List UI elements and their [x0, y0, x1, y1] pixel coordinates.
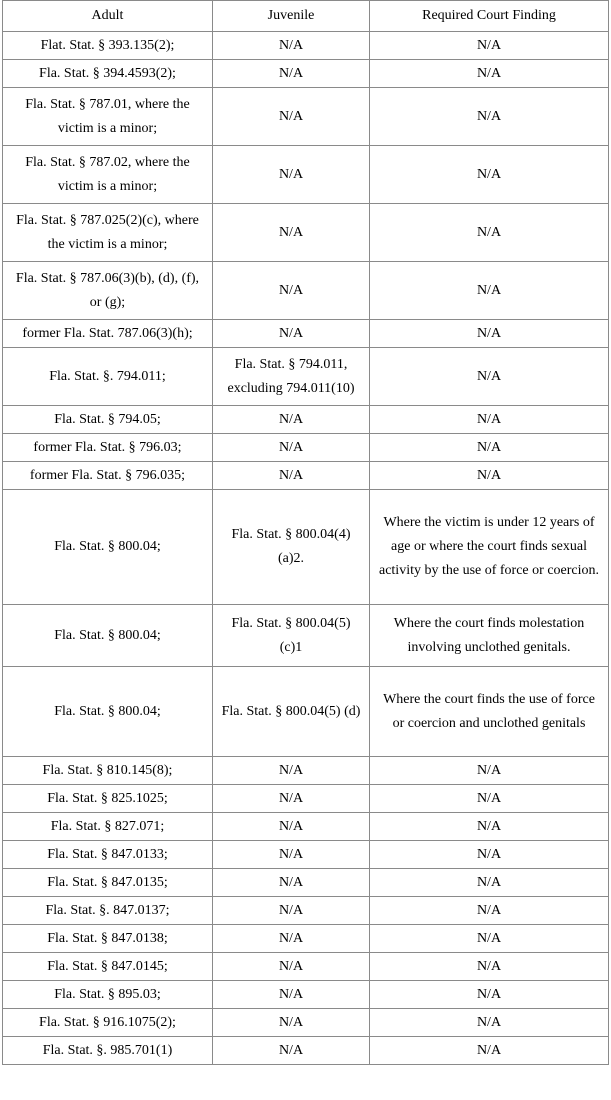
adult-cell: Fla. Stat. § 810.145(8); — [3, 757, 213, 785]
adult-cell: Fla. Stat. § 827.071; — [3, 813, 213, 841]
table-body — [3, 32, 609, 1065]
adult-cell: Fla. Stat. §. 985.701(1) — [3, 1037, 213, 1065]
table-row — [3, 434, 609, 462]
adult-cell: Fla. Stat. § 394.4593(2); — [3, 60, 213, 88]
finding-cell: N/A — [370, 1037, 609, 1065]
header-row — [3, 1, 609, 32]
juvenile-cell: N/A — [213, 320, 370, 348]
juvenile-cell: N/A — [213, 785, 370, 813]
table-row — [3, 953, 609, 981]
header-adult: Adult — [3, 1, 213, 32]
finding-cell: N/A — [370, 757, 609, 785]
table-row — [3, 757, 609, 785]
table-row — [3, 262, 609, 320]
table-row — [3, 146, 609, 204]
table-row — [3, 32, 609, 60]
adult-cell: Fla. Stat. §. 794.011; — [3, 348, 213, 406]
juvenile-cell: N/A — [213, 1009, 370, 1037]
finding-cell: N/A — [370, 32, 609, 60]
table-row — [3, 348, 609, 406]
adult-cell: Fla. Stat. § 787.02, where the victim is a minor; — [3, 146, 213, 204]
juvenile-cell: N/A — [213, 434, 370, 462]
table-row — [3, 88, 609, 146]
finding-cell: N/A — [370, 60, 609, 88]
table-row — [3, 60, 609, 88]
adult-cell: Fla. Stat. § 847.0135; — [3, 869, 213, 897]
finding-cell: N/A — [370, 348, 609, 406]
adult-cell: Fla. Stat. § 787.025(2)(c), where the victim is a minor; — [3, 204, 213, 262]
finding-cell: N/A — [370, 320, 609, 348]
juvenile-cell: N/A — [213, 841, 370, 869]
adult-cell: Fla. Stat. § 847.0133; — [3, 841, 213, 869]
adult-cell: Fla. Stat. § 800.04; — [3, 490, 213, 605]
juvenile-cell: N/A — [213, 60, 370, 88]
finding-cell: Where the court finds the use of force or coercion and unclothed genitals — [370, 667, 609, 757]
finding-cell: N/A — [370, 146, 609, 204]
finding-cell: N/A — [370, 869, 609, 897]
juvenile-cell: N/A — [213, 897, 370, 925]
statutes-table — [2, 0, 609, 1065]
adult-cell: former Fla. Stat. § 796.03; — [3, 434, 213, 462]
juvenile-cell: N/A — [213, 1037, 370, 1065]
adult-cell: former Fla. Stat. § 796.035; — [3, 462, 213, 490]
table-row — [3, 320, 609, 348]
adult-cell: Fla. Stat. § 847.0138; — [3, 925, 213, 953]
finding-cell: Where the victim is under 12 years of age or where the court finds sexual activity by the use of force or coercion. — [370, 490, 609, 605]
finding-cell: N/A — [370, 462, 609, 490]
juvenile-cell: N/A — [213, 262, 370, 320]
table-row — [3, 841, 609, 869]
finding-cell: N/A — [370, 204, 609, 262]
table-row — [3, 1009, 609, 1037]
table-row — [3, 1037, 609, 1065]
finding-cell: N/A — [370, 88, 609, 146]
table-row — [3, 406, 609, 434]
table-row — [3, 813, 609, 841]
table-row — [3, 667, 609, 757]
finding-cell: N/A — [370, 262, 609, 320]
adult-cell: Fla. Stat. § 787.06(3)(b), (d), (f), or (g); — [3, 262, 213, 320]
juvenile-cell: N/A — [213, 32, 370, 60]
adult-cell: Fla. Stat. § 825.1025; — [3, 785, 213, 813]
finding-cell: N/A — [370, 981, 609, 1009]
juvenile-cell: Fla. Stat. § 794.011, excluding 794.011(10) — [213, 348, 370, 406]
finding-cell: N/A — [370, 897, 609, 925]
finding-cell: N/A — [370, 785, 609, 813]
finding-cell: N/A — [370, 953, 609, 981]
table-row — [3, 925, 609, 953]
finding-cell: Where the court finds molestation involving unclothed genitals. — [370, 605, 609, 667]
table-row — [3, 490, 609, 605]
adult-cell: Fla. Stat. § 800.04; — [3, 605, 213, 667]
adult-cell: Flat. Stat. § 393.135(2); — [3, 32, 213, 60]
juvenile-cell: Fla. Stat. § 800.04(4) (a)2. — [213, 490, 370, 605]
adult-cell: Fla. Stat. § 800.04; — [3, 667, 213, 757]
table-row — [3, 897, 609, 925]
juvenile-cell: N/A — [213, 204, 370, 262]
finding-cell: N/A — [370, 406, 609, 434]
juvenile-cell: N/A — [213, 757, 370, 785]
table-header — [3, 1, 609, 32]
table-row — [3, 204, 609, 262]
finding-cell: N/A — [370, 925, 609, 953]
juvenile-cell: Fla. Stat. § 800.04(5) (d) — [213, 667, 370, 757]
adult-cell: Fla. Stat. § 794.05; — [3, 406, 213, 434]
header-required-court-finding: Required Court Finding — [370, 1, 609, 32]
juvenile-cell: N/A — [213, 813, 370, 841]
juvenile-cell: N/A — [213, 869, 370, 897]
adult-cell: Fla. Stat. §. 847.0137; — [3, 897, 213, 925]
adult-cell: former Fla. Stat. 787.06(3)(h); — [3, 320, 213, 348]
table-row — [3, 981, 609, 1009]
finding-cell: N/A — [370, 841, 609, 869]
juvenile-cell: N/A — [213, 406, 370, 434]
table-row — [3, 785, 609, 813]
juvenile-cell: N/A — [213, 88, 370, 146]
juvenile-cell: N/A — [213, 925, 370, 953]
table-row — [3, 462, 609, 490]
juvenile-cell: N/A — [213, 981, 370, 1009]
table-row — [3, 869, 609, 897]
juvenile-cell: N/A — [213, 146, 370, 204]
adult-cell: Fla. Stat. § 916.1075(2); — [3, 1009, 213, 1037]
header-juvenile: Juvenile — [213, 1, 370, 32]
adult-cell: Fla. Stat. § 787.01, where the victim is a minor; — [3, 88, 213, 146]
juvenile-cell: N/A — [213, 462, 370, 490]
finding-cell: N/A — [370, 434, 609, 462]
adult-cell: Fla. Stat. § 895.03; — [3, 981, 213, 1009]
juvenile-cell: Fla. Stat. § 800.04(5) (c)1 — [213, 605, 370, 667]
table-row — [3, 605, 609, 667]
juvenile-cell: N/A — [213, 953, 370, 981]
adult-cell: Fla. Stat. § 847.0145; — [3, 953, 213, 981]
finding-cell: N/A — [370, 813, 609, 841]
finding-cell: N/A — [370, 1009, 609, 1037]
